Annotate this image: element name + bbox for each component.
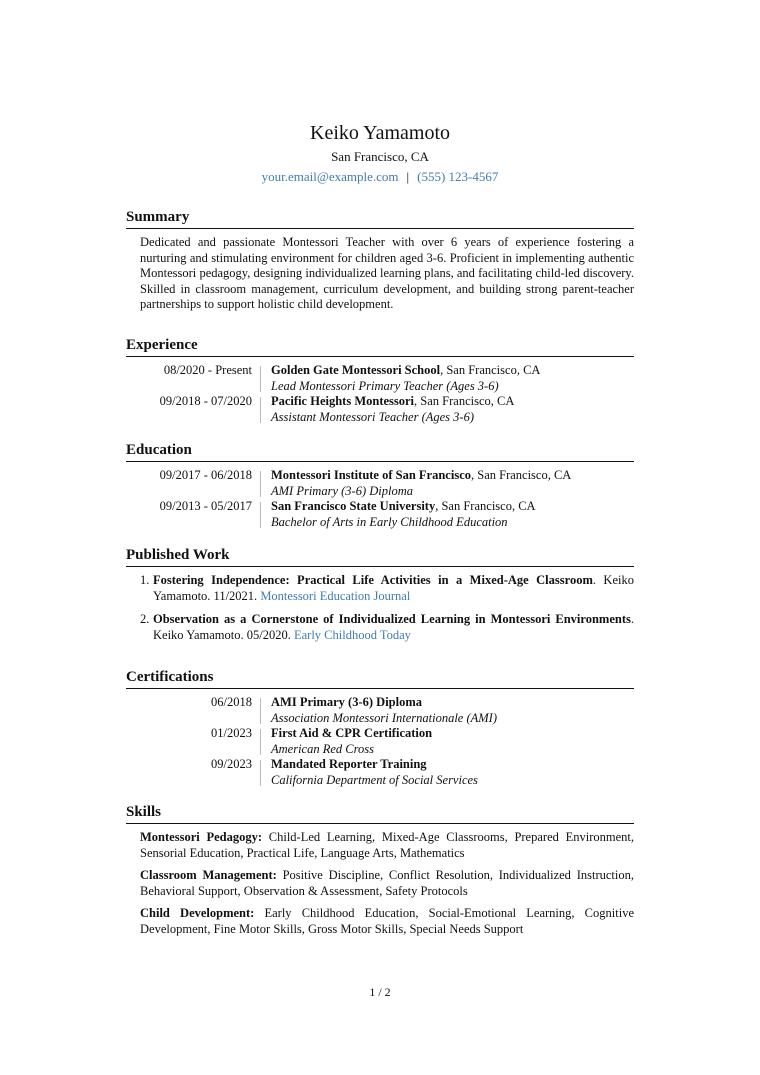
- candidate-name: Keiko Yamamoto: [310, 122, 450, 144]
- certification-name: Mandated Reporter Training: [271, 757, 427, 771]
- education-entry: [140, 499, 634, 530]
- experience-entry: [140, 363, 634, 394]
- publication-venue-link[interactable]: Early Childhood Today: [293, 627, 411, 642]
- skill-group: [140, 868, 634, 899]
- publication-item: [140, 612, 634, 643]
- entry-date: 06/2018: [211, 695, 252, 709]
- entry-divider: [260, 471, 261, 497]
- publication-title: Observation as a Cornerstone of Individualized Learning in Montessori Environments: [153, 612, 631, 626]
- entry-role: Lead Montessori Primary Teacher (Ages 3-6): [271, 378, 499, 393]
- entry-divider: [260, 397, 261, 423]
- publication-item: [140, 573, 634, 604]
- certification-entry: [140, 757, 634, 788]
- skill-list: Positive Discipline, Conflict Resolution, Individualized Instruction, Behavioral Support, Observation & Assessment, Safety Protocols: [140, 868, 634, 898]
- section-title-summary: Summary: [126, 208, 634, 229]
- section-title-publications: Published Work: [126, 546, 634, 567]
- certification-issuer: California Department of Social Services: [271, 772, 478, 787]
- experience-section: [126, 336, 634, 425]
- skill-group: [140, 906, 634, 937]
- entry-organization: Golden Gate Montessori School: [271, 363, 441, 377]
- entry-role: Assistant Montessori Teacher (Ages 3-6): [271, 409, 474, 424]
- publication-list: [140, 573, 634, 643]
- page-number: 1 / 2: [369, 985, 391, 999]
- publication-title: Fostering Independence: Practical Life Activities in a Mixed-Age Classroom: [153, 573, 593, 587]
- candidate-location: San Francisco, CA: [331, 149, 429, 164]
- entry-organization: Montessori Institute of San Francisco: [271, 468, 471, 482]
- email-link[interactable]: your.email@example.com: [261, 169, 399, 184]
- entry-location: , San Francisco, CA: [440, 363, 541, 377]
- section-title-education: Education: [126, 441, 634, 462]
- section-title-certifications: Certifications: [126, 668, 634, 689]
- skill-group: [140, 830, 634, 861]
- contact-separator: |: [406, 169, 410, 184]
- section-title-skills: Skills: [126, 803, 634, 824]
- entry-degree: AMI Primary (3-6) Diploma: [271, 483, 413, 498]
- skill-label: Child Development:: [140, 906, 255, 920]
- contact-line: [0, 168, 760, 186]
- education-section: [126, 441, 634, 530]
- skills-section: [126, 803, 634, 944]
- skill-label: Montessori Pedagogy:: [140, 830, 263, 844]
- skill-label: Classroom Management:: [140, 868, 277, 882]
- entry-date: 09/2013 - 05/2017: [159, 499, 252, 513]
- summary-text: Dedicated and passionate Montessori Teacher with over 6 years of experience fostering a nurturing and stimulating environment for children aged 3-6. Proficient in implementing authentic Montessori pedagogy, designing individualized learning plans, and facilitating child-led discovery. Skilled in classroom management, curriculum development, and building strong parent-teacher partnerships to support holistic child development.: [140, 235, 634, 311]
- publication-details: . Keiko Yamamoto. 05/2020.: [153, 612, 634, 642]
- entry-location: , San Francisco, CA: [414, 394, 515, 408]
- publication-number: 2.: [140, 612, 150, 626]
- summary-section: [126, 208, 634, 313]
- certification-name: First Aid & CPR Certification: [271, 726, 433, 740]
- phone-link[interactable]: (555) 123-4567: [417, 169, 499, 184]
- entry-date: 08/2020 - Present: [163, 363, 252, 377]
- entry-location: , San Francisco, CA: [435, 499, 536, 513]
- skill-list: Child-Led Learning, Mixed-Age Classrooms, Prepared Environment, Sensorial Education, Practical Life, Language Arts, Mathematics: [140, 830, 634, 860]
- entry-date: 09/2017 - 06/2018: [159, 468, 252, 482]
- entry-date: 09/2023: [211, 757, 252, 771]
- entry-organization: San Francisco State University: [271, 499, 436, 513]
- publication-venue-link[interactable]: Montessori Education Journal: [260, 588, 411, 603]
- certification-entry: [140, 695, 634, 726]
- entry-date: 01/2023: [211, 726, 252, 740]
- experience-entry: [140, 394, 634, 425]
- skill-list: Early Childhood Education, Social-Emotional Learning, Cognitive Development, Fine Motor Skills, Gross Motor Skills, Special Needs Support: [140, 906, 634, 936]
- entry-date: 09/2018 - 07/2020: [159, 394, 252, 408]
- certification-entry: [140, 726, 634, 757]
- certification-name: AMI Primary (3-6) Diploma: [271, 695, 423, 709]
- education-entry: [140, 468, 634, 499]
- certification-issuer: American Red Cross: [271, 741, 374, 756]
- entry-divider: [260, 760, 261, 786]
- section-title-experience: Experience: [126, 336, 634, 357]
- entry-divider: [260, 502, 261, 528]
- entry-divider: [260, 698, 261, 724]
- entry-divider: [260, 366, 261, 392]
- publication-number: 1.: [140, 573, 150, 587]
- resume-header: [0, 121, 760, 186]
- entry-location: , San Francisco, CA: [471, 468, 572, 482]
- certification-issuer: Association Montessori Internationale (AMI): [271, 710, 498, 725]
- entry-divider: [260, 729, 261, 755]
- entry-organization: Pacific Heights Montessori: [271, 394, 415, 408]
- certifications-section: [126, 668, 634, 788]
- publication-details: . Keiko Yamamoto. 11/2021.: [153, 573, 634, 603]
- publications-section: [126, 546, 634, 651]
- entry-degree: Bachelor of Arts in Early Childhood Education: [271, 514, 508, 529]
